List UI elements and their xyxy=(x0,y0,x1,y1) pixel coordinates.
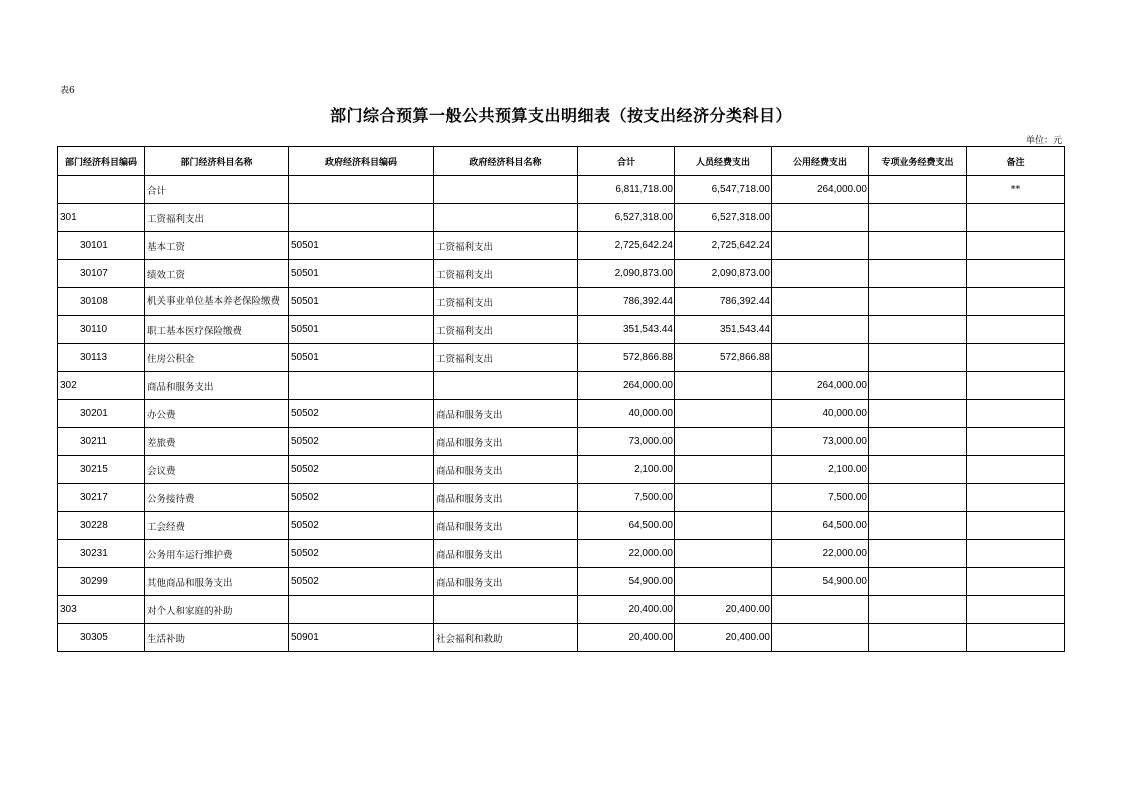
cell-code: 30305 xyxy=(58,624,145,652)
cell-code: 30110 xyxy=(58,316,145,344)
cell-total: 264,000.00 xyxy=(578,372,675,400)
cell-gov-code: 50502 xyxy=(289,428,434,456)
cell-gov-name: 商品和服务支出 xyxy=(434,400,578,428)
cell-gov-name: 工资福利支出 xyxy=(434,344,578,372)
cell-total: 351,543.44 xyxy=(578,316,675,344)
cell-public xyxy=(772,204,869,232)
cell-note xyxy=(967,232,1065,260)
cell-code: 30299 xyxy=(58,568,145,596)
header-cell: 备注 xyxy=(967,147,1065,176)
cell-name: 机关事业单位基本养老保险缴费 xyxy=(145,288,289,316)
table-row xyxy=(58,316,1065,344)
table-row xyxy=(58,260,1065,288)
cell-special xyxy=(869,372,967,400)
cell-total: 20,400.00 xyxy=(578,624,675,652)
cell-personnel: 351,543.44 xyxy=(675,316,772,344)
cell-code: 30201 xyxy=(58,400,145,428)
cell-total: 54,900.00 xyxy=(578,568,675,596)
cell-code: 303 xyxy=(58,596,145,624)
cell-note xyxy=(967,540,1065,568)
cell-personnel: 20,400.00 xyxy=(675,624,772,652)
table-row xyxy=(58,372,1065,400)
cell-name: 公务用车运行维护费 xyxy=(145,540,289,568)
cell-public: 264,000.00 xyxy=(772,372,869,400)
cell-personnel: 20,400.00 xyxy=(675,596,772,624)
cell-total: 2,725,642.24 xyxy=(578,232,675,260)
table-number: 表6 xyxy=(60,86,75,96)
cell-special xyxy=(869,540,967,568)
cell-note xyxy=(967,624,1065,652)
cell-special xyxy=(869,624,967,652)
table-row xyxy=(58,568,1065,596)
cell-note xyxy=(967,596,1065,624)
cell-special xyxy=(869,260,967,288)
cell-gov-name: 工资福利支出 xyxy=(434,316,578,344)
cell-total: 40,000.00 xyxy=(578,400,675,428)
cell-code: 302 xyxy=(58,372,145,400)
cell-name: 办公费 xyxy=(145,400,289,428)
cell-personnel xyxy=(675,484,772,512)
cell-gov-code xyxy=(289,176,434,204)
cell-public: 73,000.00 xyxy=(772,428,869,456)
cell-special xyxy=(869,316,967,344)
cell-total: 6,811,718.00 xyxy=(578,176,675,204)
cell-note: ** xyxy=(967,176,1065,204)
cell-special xyxy=(869,232,967,260)
page-title: 部门综合预算一般公共预算支出明细表（按支出经济分类科目） xyxy=(329,106,792,125)
cell-note xyxy=(967,400,1065,428)
cell-gov-name: 商品和服务支出 xyxy=(434,428,578,456)
table-row xyxy=(58,204,1065,232)
cell-code: 30101 xyxy=(58,232,145,260)
cell-total: 6,527,318.00 xyxy=(578,204,675,232)
cell-name: 对个人和家庭的补助 xyxy=(145,596,289,624)
header-cell: 公用经费支出 xyxy=(772,147,869,176)
cell-gov-code: 50502 xyxy=(289,456,434,484)
cell-note xyxy=(967,316,1065,344)
cell-personnel: 572,866.88 xyxy=(675,344,772,372)
cell-name: 工资福利支出 xyxy=(145,204,289,232)
cell-gov-code: 50901 xyxy=(289,624,434,652)
cell-name: 生活补助 xyxy=(145,624,289,652)
cell-public: 54,900.00 xyxy=(772,568,869,596)
cell-total: 572,866.88 xyxy=(578,344,675,372)
cell-personnel xyxy=(675,512,772,540)
cell-code: 30231 xyxy=(58,540,145,568)
table-row xyxy=(58,288,1065,316)
header-cell: 部门经济科目名称 xyxy=(145,147,289,176)
cell-gov-code: 50501 xyxy=(289,288,434,316)
cell-gov-name: 工资福利支出 xyxy=(434,232,578,260)
cell-personnel: 6,527,318.00 xyxy=(675,204,772,232)
cell-gov-name: 商品和服务支出 xyxy=(434,484,578,512)
unit-label: 单位：元 xyxy=(1025,136,1062,146)
cell-name: 工会经费 xyxy=(145,512,289,540)
total-row xyxy=(58,176,1065,204)
cell-name: 合计 xyxy=(145,176,289,204)
cell-gov-code: 50501 xyxy=(289,316,434,344)
header-cell: 部门经济科目编码 xyxy=(58,147,145,176)
cell-total: 73,000.00 xyxy=(578,428,675,456)
cell-gov-code: 50502 xyxy=(289,512,434,540)
cell-name: 商品和服务支出 xyxy=(145,372,289,400)
header-cell: 政府经济科目名称 xyxy=(434,147,578,176)
table-row xyxy=(58,540,1065,568)
cell-name: 会议费 xyxy=(145,456,289,484)
cell-special xyxy=(869,288,967,316)
table-row xyxy=(58,344,1065,372)
cell-gov-code: 50502 xyxy=(289,568,434,596)
table-row xyxy=(58,456,1065,484)
cell-gov-name: 工资福利支出 xyxy=(434,260,578,288)
cell-public: 40,000.00 xyxy=(772,400,869,428)
cell-gov-code: 50502 xyxy=(289,400,434,428)
header-cell: 专项业务经费支出 xyxy=(869,147,967,176)
cell-total: 20,400.00 xyxy=(578,596,675,624)
cell-code: 30113 xyxy=(58,344,145,372)
table-row xyxy=(58,232,1065,260)
cell-gov-code: 50502 xyxy=(289,540,434,568)
table-row xyxy=(58,624,1065,652)
cell-note xyxy=(967,372,1065,400)
cell-note xyxy=(967,512,1065,540)
cell-gov-name xyxy=(434,204,578,232)
cell-gov-code xyxy=(289,204,434,232)
cell-personnel: 786,392.44 xyxy=(675,288,772,316)
cell-personnel xyxy=(675,540,772,568)
cell-public xyxy=(772,288,869,316)
cell-note xyxy=(967,204,1065,232)
table-row xyxy=(58,512,1065,540)
cell-special xyxy=(869,400,967,428)
cell-code: 30211 xyxy=(58,428,145,456)
cell-total: 7,500.00 xyxy=(578,484,675,512)
cell-name: 住房公积金 xyxy=(145,344,289,372)
cell-note xyxy=(967,288,1065,316)
cell-total: 22,000.00 xyxy=(578,540,675,568)
table-row xyxy=(58,484,1065,512)
cell-public: 264,000.00 xyxy=(772,176,869,204)
cell-personnel: 2,090,873.00 xyxy=(675,260,772,288)
cell-note xyxy=(967,344,1065,372)
cell-public: 64,500.00 xyxy=(772,512,869,540)
budget-table xyxy=(57,146,1065,652)
cell-gov-name xyxy=(434,372,578,400)
cell-personnel xyxy=(675,456,772,484)
cell-personnel xyxy=(675,400,772,428)
cell-special xyxy=(869,176,967,204)
cell-gov-code xyxy=(289,372,434,400)
cell-code: 30217 xyxy=(58,484,145,512)
table-row xyxy=(58,428,1065,456)
cell-personnel xyxy=(675,428,772,456)
cell-gov-name: 社会福利和救助 xyxy=(434,624,578,652)
cell-public xyxy=(772,596,869,624)
cell-personnel: 2,725,642.24 xyxy=(675,232,772,260)
cell-gov-name xyxy=(434,176,578,204)
cell-special xyxy=(869,344,967,372)
cell-public: 22,000.00 xyxy=(772,540,869,568)
cell-personnel xyxy=(675,372,772,400)
cell-personnel xyxy=(675,568,772,596)
header-cell: 合计 xyxy=(578,147,675,176)
cell-gov-name: 工资福利支出 xyxy=(434,288,578,316)
header-row xyxy=(58,147,1065,176)
cell-gov-name: 商品和服务支出 xyxy=(434,512,578,540)
cell-total: 64,500.00 xyxy=(578,512,675,540)
cell-total: 2,090,873.00 xyxy=(578,260,675,288)
cell-name: 绩效工资 xyxy=(145,260,289,288)
cell-gov-name: 商品和服务支出 xyxy=(434,456,578,484)
cell-code xyxy=(58,176,145,204)
cell-public xyxy=(772,344,869,372)
cell-special xyxy=(869,484,967,512)
cell-special xyxy=(869,456,967,484)
cell-total: 2,100.00 xyxy=(578,456,675,484)
cell-public: 2,100.00 xyxy=(772,456,869,484)
cell-total: 786,392.44 xyxy=(578,288,675,316)
cell-note xyxy=(967,484,1065,512)
cell-public xyxy=(772,232,869,260)
cell-code: 30107 xyxy=(58,260,145,288)
cell-special xyxy=(869,428,967,456)
cell-public: 7,500.00 xyxy=(772,484,869,512)
cell-special xyxy=(869,568,967,596)
cell-public xyxy=(772,260,869,288)
cell-name: 基本工资 xyxy=(145,232,289,260)
header-cell: 人员经费支出 xyxy=(675,147,772,176)
table-row xyxy=(58,400,1065,428)
cell-gov-name xyxy=(434,596,578,624)
cell-public xyxy=(772,316,869,344)
table-row xyxy=(58,596,1065,624)
cell-gov-code: 50501 xyxy=(289,344,434,372)
cell-name: 其他商品和服务支出 xyxy=(145,568,289,596)
cell-gov-code: 50501 xyxy=(289,260,434,288)
cell-gov-name: 商品和服务支出 xyxy=(434,568,578,596)
cell-note xyxy=(967,260,1065,288)
cell-code: 30228 xyxy=(58,512,145,540)
cell-note xyxy=(967,428,1065,456)
cell-special xyxy=(869,204,967,232)
header-cell: 政府经济科目编码 xyxy=(289,147,434,176)
cell-personnel: 6,547,718.00 xyxy=(675,176,772,204)
cell-name: 差旅费 xyxy=(145,428,289,456)
cell-gov-code: 50501 xyxy=(289,232,434,260)
cell-name: 公务接待费 xyxy=(145,484,289,512)
cell-gov-code xyxy=(289,596,434,624)
cell-special xyxy=(869,596,967,624)
cell-note xyxy=(967,456,1065,484)
cell-special xyxy=(869,512,967,540)
cell-public xyxy=(772,624,869,652)
cell-code: 301 xyxy=(58,204,145,232)
cell-gov-code: 50502 xyxy=(289,484,434,512)
cell-gov-name: 商品和服务支出 xyxy=(434,540,578,568)
cell-name: 职工基本医疗保险缴费 xyxy=(145,316,289,344)
cell-code: 30215 xyxy=(58,456,145,484)
cell-code: 30108 xyxy=(58,288,145,316)
cell-note xyxy=(967,568,1065,596)
